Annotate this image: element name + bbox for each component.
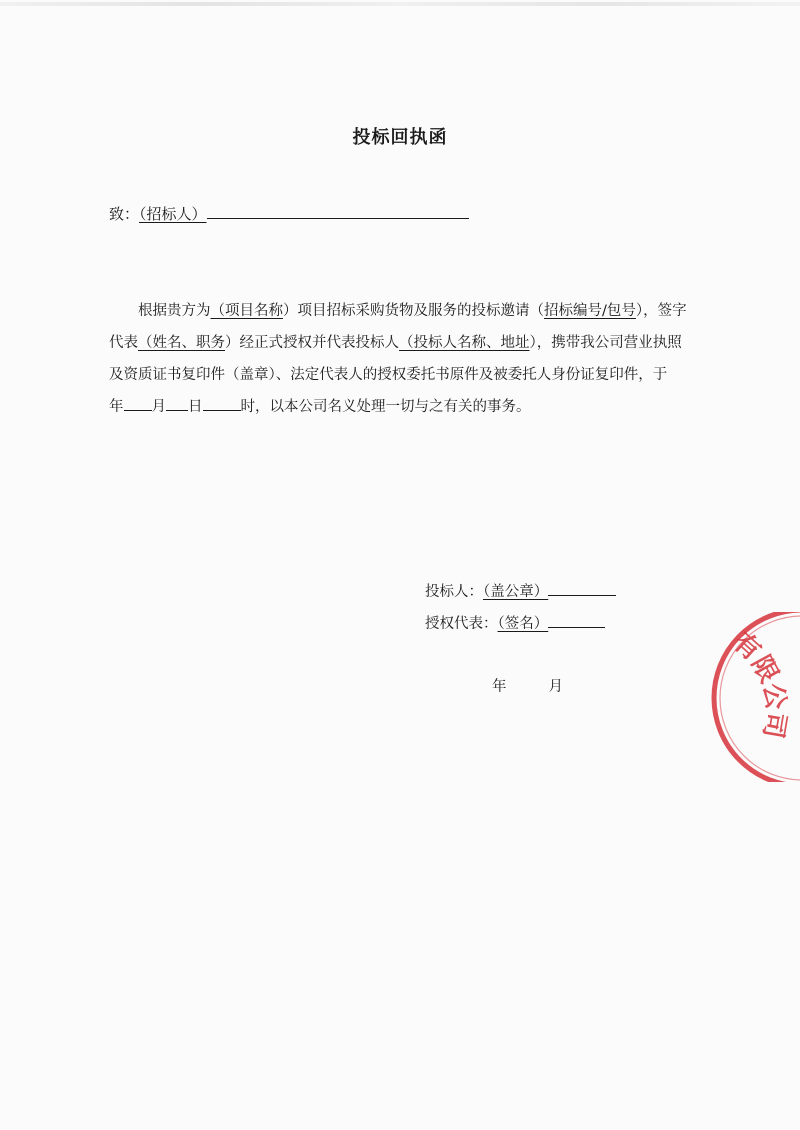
representative-blank: [548, 613, 605, 628]
date-year-label: 年: [492, 679, 507, 695]
representative-sign-placeholder: （签名）: [497, 616, 549, 632]
bidder-blank: [548, 581, 616, 596]
body-line-1: [109, 295, 689, 327]
seal-text: 有限公司: [727, 627, 791, 741]
tender-number-field: 招标编号/包号: [544, 303, 636, 319]
body-text: 时，以本公司名义处理一切与之有关的事务。: [240, 399, 531, 415]
letter-body: [109, 295, 689, 423]
project-name-field: （项目名称: [210, 303, 283, 319]
year-label: 年: [109, 399, 124, 415]
hour-blank: [203, 396, 241, 411]
recipient-placeholder: （招标人）: [139, 205, 207, 223]
document-title: 投标回执函: [352, 127, 448, 148]
month-label: 月: [151, 399, 166, 415]
representative-label: 授权代表：: [425, 616, 498, 632]
bidder-signature-line: [425, 580, 616, 601]
body-text: ）经正式授权并代表投标人: [225, 335, 399, 351]
representative-field: （姓名、职务: [138, 335, 225, 351]
body-text: 代表: [109, 335, 138, 351]
bidder-label: 投标人：: [425, 584, 483, 600]
body-text: ），签字: [635, 303, 687, 319]
scan-artifact: [0, 2, 800, 6]
date-line: [492, 675, 563, 696]
body-text: ）项目招标采购货物及服务的投标邀请（: [283, 303, 544, 319]
recipient-blank: [207, 204, 469, 219]
body-line-4: [109, 391, 689, 423]
bidder-info-field: （投标人名称、地址: [399, 335, 530, 351]
recipient-line: [109, 203, 469, 224]
body-text: 根据贵方为: [138, 303, 211, 319]
representative-signature-line: [425, 612, 605, 633]
body-line-3: 及资质证书复印件（盖章）、法定代表人的授权委托书原件及被委托人身份证复印件，于: [109, 367, 668, 383]
company-seal-stamp: [702, 612, 800, 782]
day-blank: [166, 396, 188, 411]
svg-text:有限公司: [727, 627, 791, 740]
recipient-label: 致：: [109, 205, 140, 223]
body-text: ），携带我公司营业执照: [529, 335, 682, 351]
date-month-label: 月: [548, 679, 563, 695]
bidder-seal-placeholder: （盖公章）: [483, 584, 549, 600]
day-label: 日: [188, 399, 203, 415]
body-line-2: [109, 327, 689, 359]
month-blank: [124, 396, 152, 411]
